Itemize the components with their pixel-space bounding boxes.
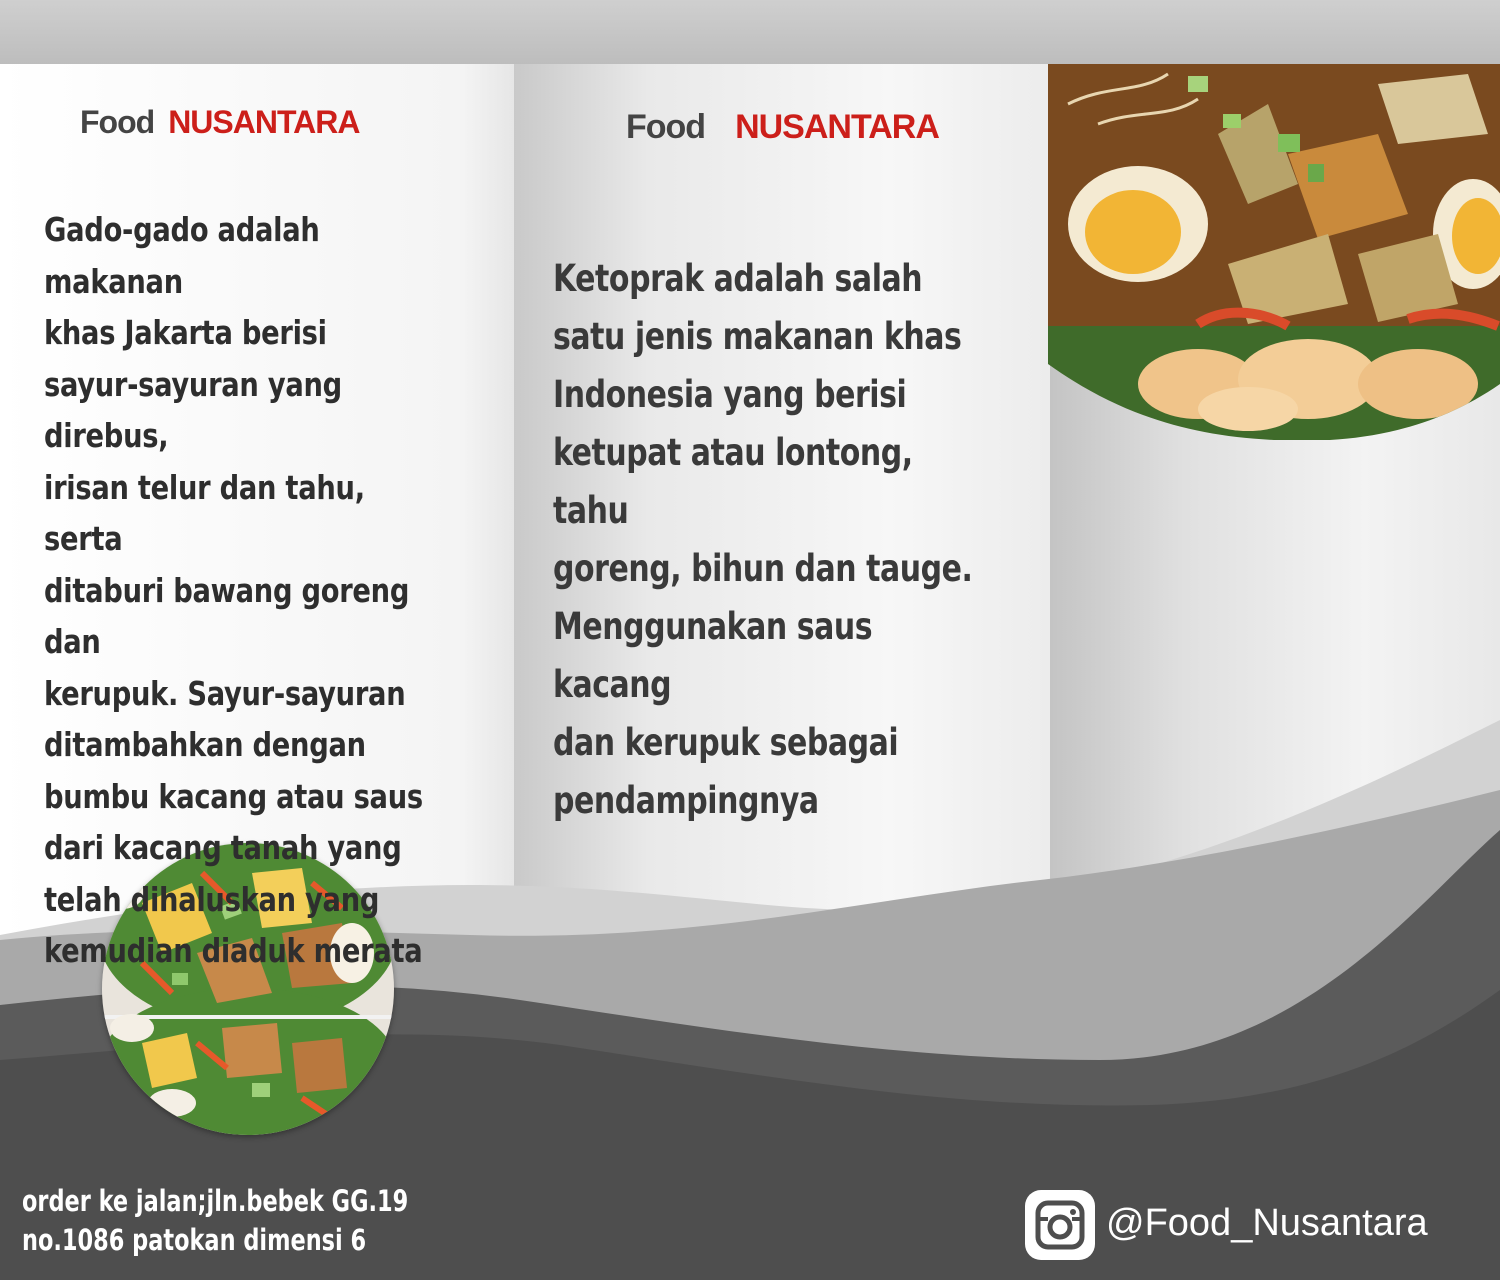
order-address (22, 1182, 409, 1260)
instagram-handle[interactable]: @Food_Nusantara (1106, 1202, 1428, 1244)
brand-logo-left (80, 104, 359, 141)
brand-food-label: Food (80, 104, 155, 140)
ketoprak-description: Ketoprak adalah salah satu jenis makanan khas Indonesia yang berisi ketupat atau lontong, tahu goreng, bihun dan tauge. Menggunakan saus kacang dan kerupuk sebagai pendampingnya (553, 257, 973, 822)
address-line-1: order ke jalan;jln.bebek GG.19 (22, 1184, 409, 1218)
brand-food-label: Food (626, 108, 706, 146)
brand-nusantara-label: NUSANTARA (735, 108, 939, 146)
brand-logo-middle (626, 108, 939, 147)
gado-gado-description: Gado-gado adalah makanan khas Jakarta berisi sayur-sayuran yang direbus, irisan telur dan tahu, serta ditaburi bawang goreng dan kerupuk. Sayur-sayuran ditambahkan dengan bumbu kacang atau saus dari kacang tanah yang telah dihaluskan yang kemudian diaduk merata (44, 210, 423, 970)
brand-nusantara-label: NUSANTARA (168, 104, 360, 140)
instagram-icon[interactable] (1024, 1189, 1096, 1261)
address-line-2: no.1086 patokan dimensi 6 (22, 1223, 367, 1257)
